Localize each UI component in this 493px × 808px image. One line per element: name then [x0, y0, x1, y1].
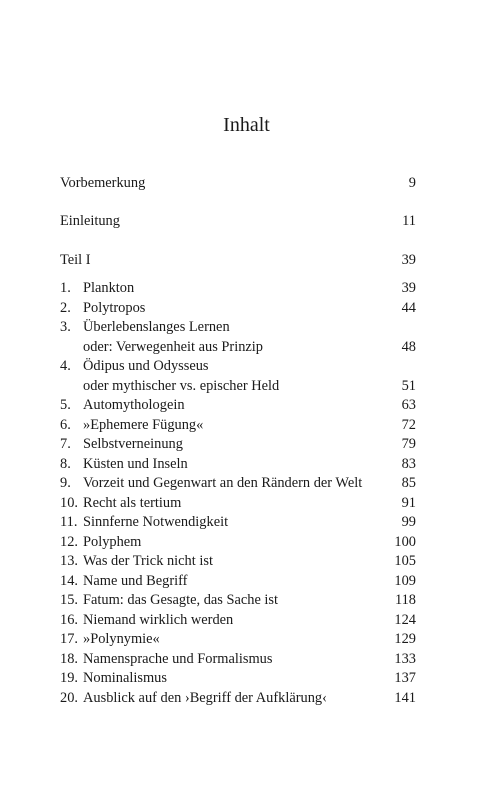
chapter-title: Polytropos	[83, 299, 146, 316]
chapter-number: 4.	[60, 358, 71, 374]
chapter-number: 3.	[60, 319, 71, 335]
toc-chapter-entry	[60, 454, 416, 474]
chapter-title: oder: Verwegenheit aus Prinzip	[83, 338, 263, 355]
chapter-title: Automythologein	[83, 397, 185, 413]
page-number: 141	[394, 689, 416, 706]
chapter-number: 14.	[60, 572, 78, 589]
page-number: 63	[401, 397, 416, 413]
page-number: 83	[401, 455, 416, 472]
page-number: 79	[401, 436, 416, 452]
chapter-number: 2.	[60, 299, 71, 316]
toc-chapter-entry	[60, 571, 416, 591]
chapter-number: 9.	[60, 475, 71, 491]
page-number: 129	[394, 631, 416, 647]
chapter-title: oder mythischer vs. epischer Held	[83, 377, 280, 394]
toc-chapter-continuation	[60, 337, 416, 357]
chapter-number: 11.	[60, 514, 78, 530]
toc-chapter-entry	[60, 512, 416, 532]
chapter-number: 1.	[60, 280, 71, 296]
chapter-number: 10.	[60, 494, 78, 511]
toc-chapter-entry	[60, 551, 416, 571]
toc-chapter-entry	[60, 356, 416, 376]
page-number: 11	[402, 213, 416, 229]
chapter-number: 8.	[60, 455, 71, 472]
page-number: 85	[401, 475, 416, 491]
chapter-number: 16.	[60, 611, 78, 628]
page-number: 51	[401, 377, 416, 394]
entry-title: Teil I	[60, 252, 91, 268]
toc-entry	[60, 211, 416, 231]
chapter-number: 6.	[60, 416, 71, 433]
page-number: 133	[394, 650, 416, 667]
toc-chapter-continuation	[60, 376, 416, 396]
chapter-title: Recht als tertium	[83, 494, 182, 511]
chapter-title: Namensprache und Formalismus	[83, 650, 273, 667]
page-number: 99	[401, 514, 416, 530]
toc-chapter-entry	[60, 688, 416, 708]
page-number: 100	[394, 533, 416, 550]
toc-chapter-entry	[60, 649, 416, 669]
toc-chapter-entry	[60, 434, 416, 454]
entry-title: Vorbemerkung	[60, 175, 146, 191]
toc-chapter-entry	[60, 532, 416, 552]
chapter-title: Sinnferne Notwendigkeit	[83, 514, 229, 530]
chapter-title: Name und Begriff	[83, 572, 188, 589]
chapter-number: 15.	[60, 592, 78, 608]
chapter-title: Ausblick auf den ›Begriff der Aufklärung‹	[83, 689, 327, 706]
page-number: 137	[394, 670, 416, 686]
page-number: 72	[401, 416, 416, 433]
chapter-number: 17.	[60, 631, 78, 647]
page-number: 44	[401, 299, 416, 316]
chapter-number: 5.	[60, 397, 71, 413]
chapter-title: Küsten und Inseln	[83, 455, 188, 472]
chapter-title: »Polynymie«	[83, 631, 160, 647]
toc-chapter-entry	[60, 415, 416, 435]
page-title: Inhalt	[223, 114, 270, 136]
chapter-number: 18.	[60, 650, 78, 667]
chapter-title: Vorzeit und Gegenwart an den Rändern der Welt	[83, 475, 363, 491]
chapter-title: Polyphem	[83, 533, 142, 550]
toc-chapter-entry	[60, 473, 416, 493]
toc-chapter-entry	[60, 395, 416, 415]
page-number: 124	[394, 611, 416, 628]
toc-entry	[60, 250, 416, 270]
chapter-number: 13.	[60, 553, 78, 569]
chapter-title: Plankton	[83, 280, 135, 296]
page-number: 48	[401, 338, 416, 355]
toc-chapter-entry	[60, 610, 416, 630]
toc-chapter-entry	[60, 668, 416, 688]
chapter-title: Was der Trick nicht ist	[83, 553, 213, 569]
toc-chapter-entry	[60, 278, 416, 298]
entry-title: Einleitung	[60, 213, 120, 229]
chapter-number: 7.	[60, 436, 71, 452]
chapter-number: 20.	[60, 689, 78, 706]
toc-chapter-entry	[60, 298, 416, 318]
page-number: 118	[394, 592, 416, 608]
page-number: 39	[401, 280, 416, 296]
page-number: 105	[394, 553, 416, 569]
page-number: 39	[401, 252, 416, 268]
toc-entry	[60, 173, 416, 193]
chapter-title: Niemand wirklich werden	[83, 611, 234, 628]
chapter-title: »Ephemere Fügung«	[83, 416, 204, 433]
chapter-number: 19.	[60, 670, 78, 686]
toc-chapter-entry	[60, 590, 416, 610]
page-number: 91	[401, 494, 416, 511]
chapter-title: Fatum: das Gesagte, das Sache ist	[83, 592, 279, 608]
toc-chapter-entry	[60, 317, 416, 337]
page-number: 9	[408, 175, 416, 191]
toc-chapter-entry	[60, 493, 416, 513]
chapter-title: Nominalismus	[83, 670, 167, 686]
chapter-title: Ödipus und Odysseus	[83, 358, 209, 374]
chapter-title: Überlebenslanges Lernen	[83, 319, 230, 335]
page-number: 109	[394, 572, 416, 589]
chapter-title: Selbstverneinung	[83, 436, 183, 452]
chapter-number: 12.	[60, 533, 78, 550]
toc-chapter-entry	[60, 629, 416, 649]
